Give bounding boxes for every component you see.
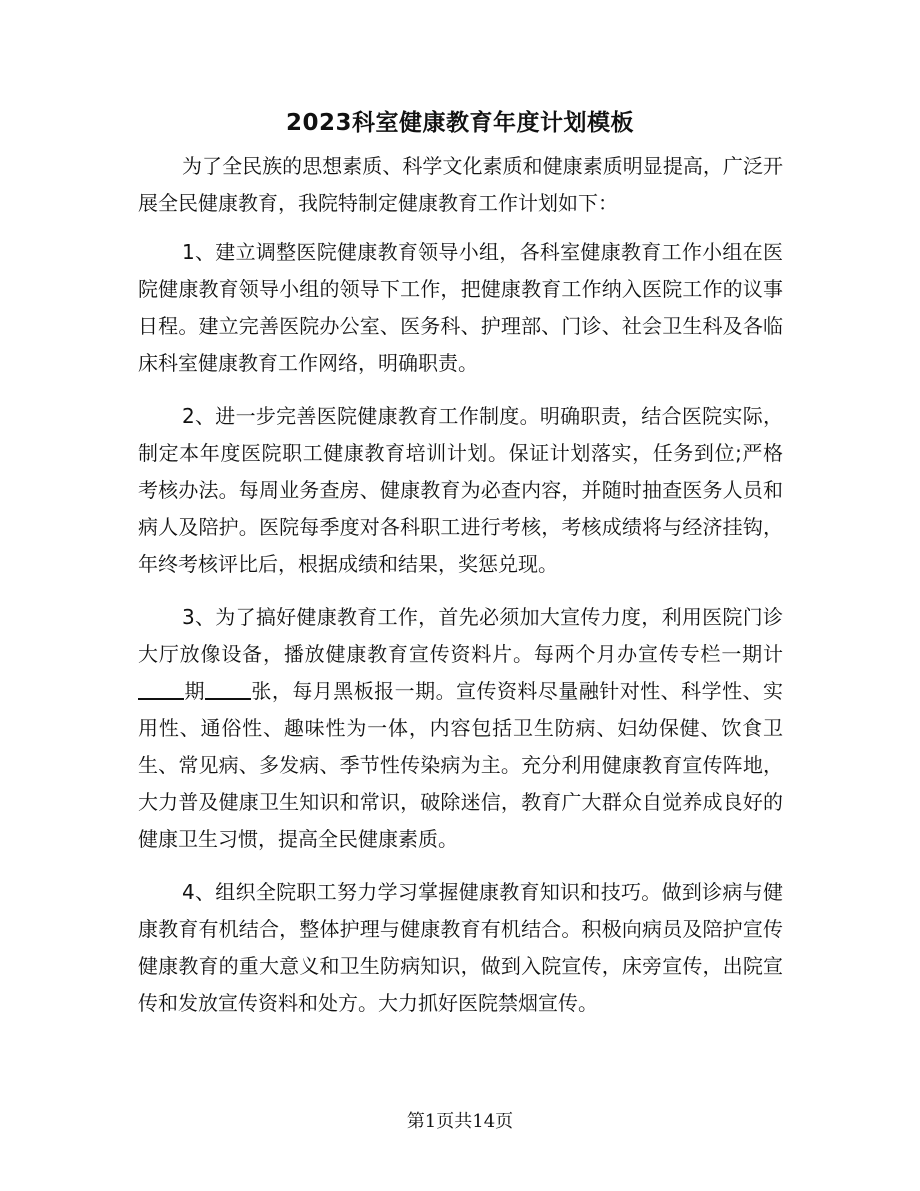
page-number: 第1页共14页: [406, 1111, 514, 1132]
paragraph-3: [138, 599, 783, 858]
document-title: 2023科室健康教育年度计划模板: [285, 110, 634, 136]
paragraph-1: 1、建立调整医院健康教育领导小组，各科室健康教育工作小组在医院健康教育领导小组的领导下工作，把健康教育工作纳入医院工作的议事日程。建立完善医院办公室、医务科、护理部、门诊、社会卫生科及各临床科室健康教育工作网络，明确职责。: [138, 240, 783, 375]
paragraph-2: 2、进一步完善医院健康教育工作制度。明确职责，结合医院实际，制定本年度医院职工健康教育培训计划。保证计划落实，任务到位;严格考核办法。每周业务查房、健康教育为必查内容，并随时抽查医务人员和病人及陪护。医院每季度对各科职工进行考核，考核成绩将与经济挂钩，年终考核评比后，根据成绩和结果，奖惩兑现。: [138, 404, 783, 576]
paragraph-3-part-c: 张，每月黑板报一期。宣传资料尽量融针对性、科学性、实用性、通俗性、趣味性为一体，内容包括卫生防病、妇幼保健、饮食卫生、常见病、多发病、季节性传染病为主。充分利用健康教育宣传阵地，大力普及健康卫生知识和常识，破除迷信，教育广大群众自觉养成良好的健康卫生习惯，提高全民健康素质。: [138, 679, 784, 851]
fill-blank-1: [138, 678, 184, 700]
document-body: [138, 148, 783, 1038]
paragraph-3-part-b: 期: [184, 679, 205, 703]
paragraph-3-part-a: 3、为了搞好健康教育工作，首先必须加大宣传力度，利用医院门诊大厅放像设备，播放健康教育宣传资料片。每两个月办宣传专栏一期计: [138, 605, 783, 666]
fill-blank-2: [205, 678, 251, 700]
paragraph-4: 4、组织全院职工努力学习掌握健康教育知识和技巧。做到诊病与健康教育有机结合，整体护理与健康教育有机结合。积极向病员及陪护宣传健康教育的重大意义和卫生防病知识，做到入院宣传，床旁宣传，出院宣传和发放宣传资料和处方。大力抓好医院禁烟宣传。: [138, 880, 783, 1015]
intro-paragraph: 为了全民族的思想素质、科学文化素质和健康素质明显提高，广泛开展全民健康教育，我院特制定健康教育工作计划如下：: [138, 154, 783, 215]
